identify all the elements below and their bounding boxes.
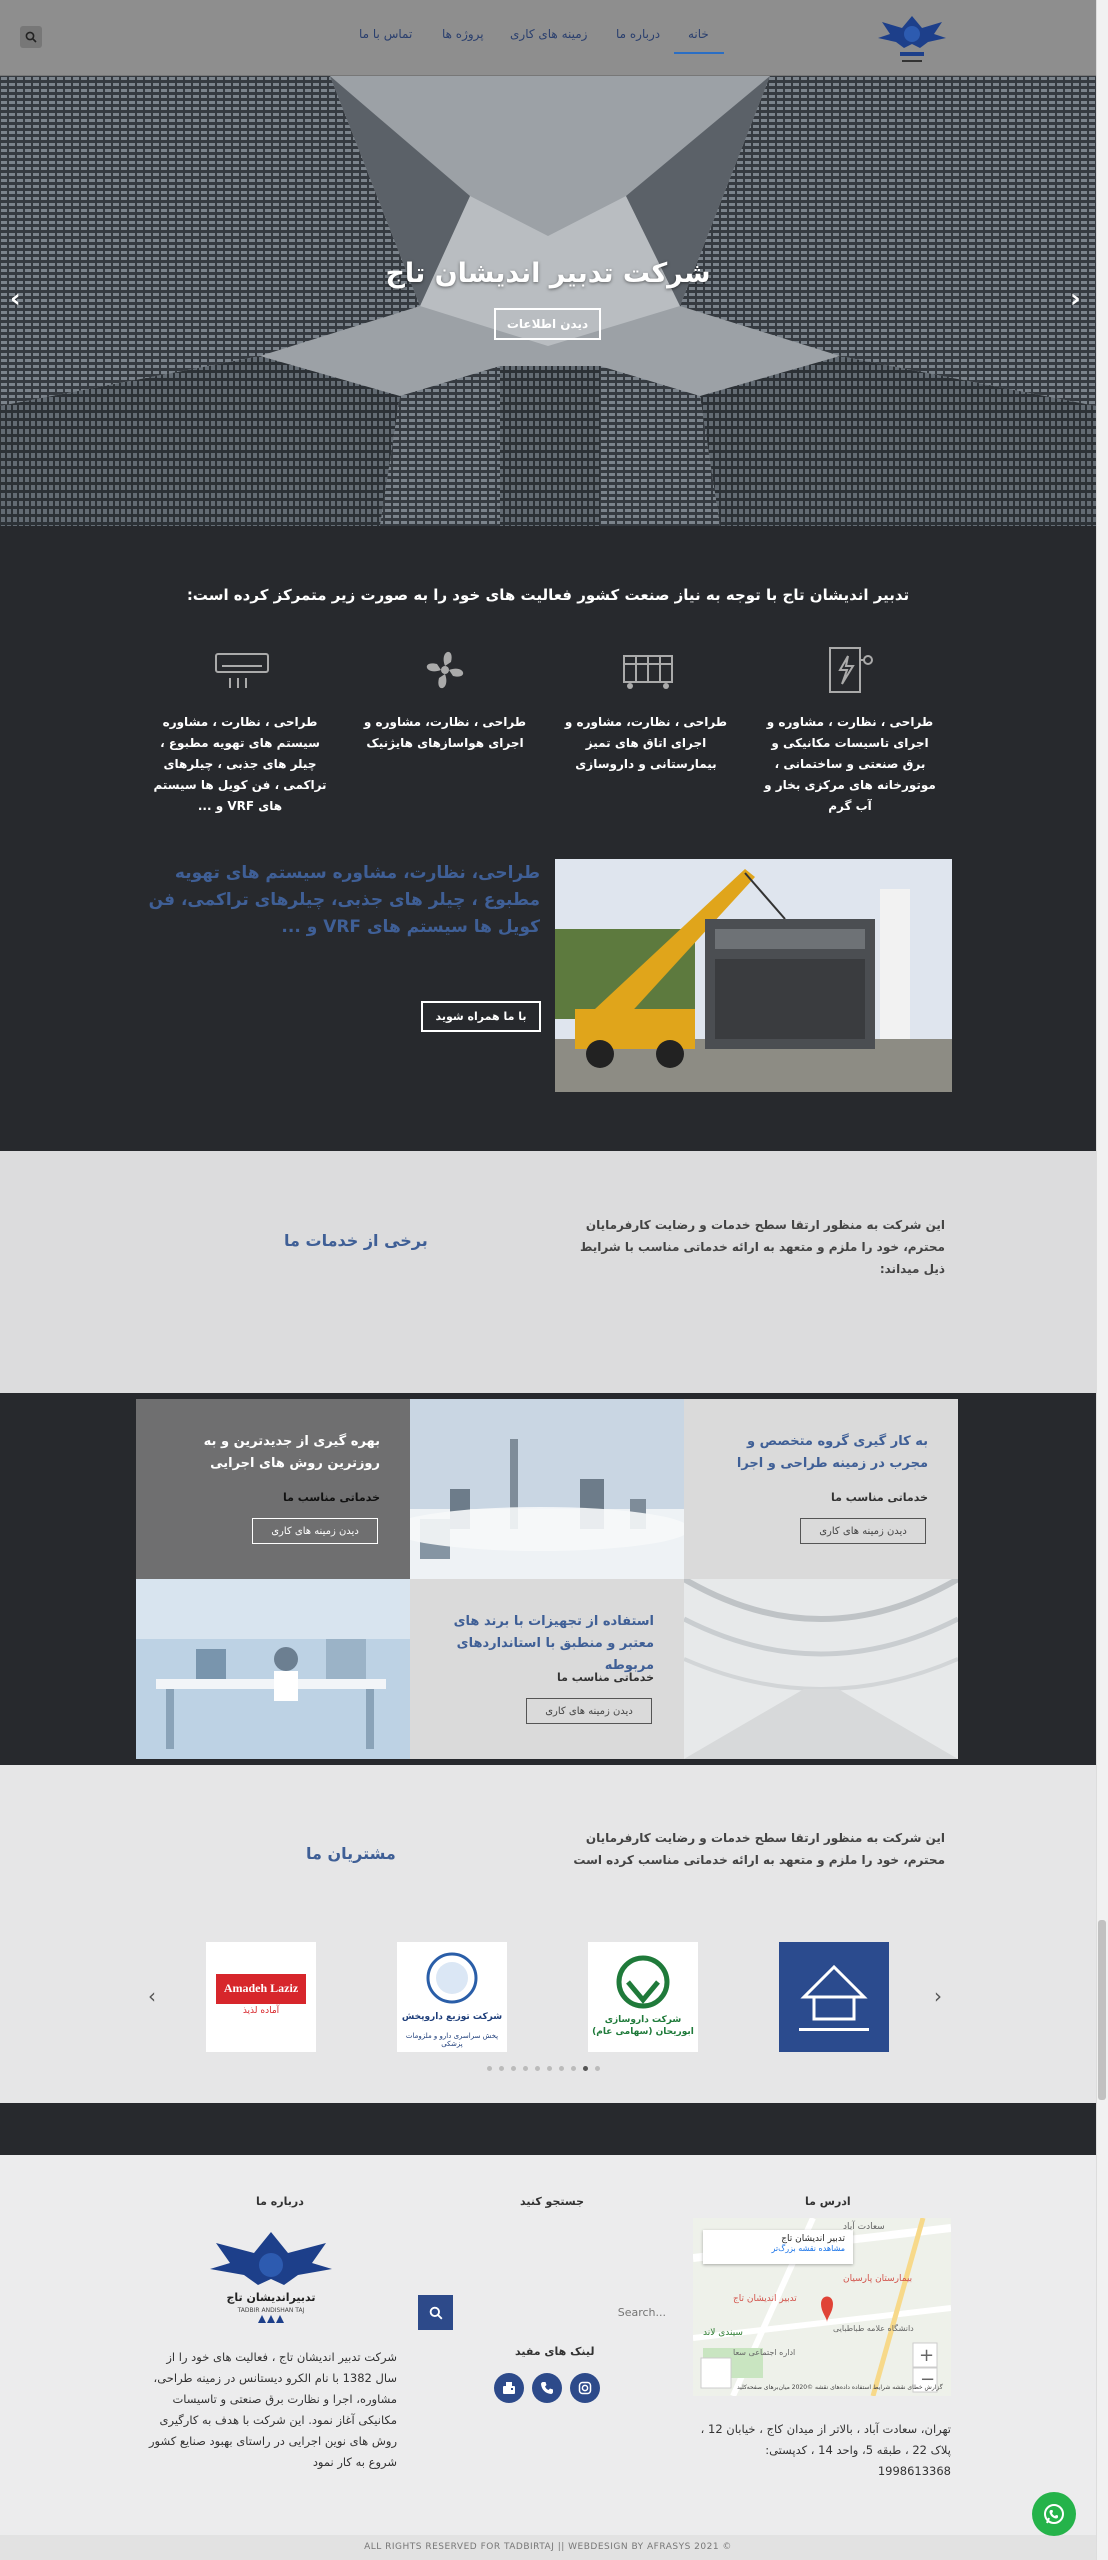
- map-place-name: تدبیر اندیشان تاج: [781, 2234, 845, 2244]
- nav-projects[interactable]: پروژه ها: [442, 27, 484, 41]
- feature-card-methods: [136, 1399, 410, 1579]
- client-logo-amadeh-laziz[interactable]: [206, 1942, 316, 2052]
- header-search-button[interactable]: [20, 26, 42, 48]
- services-heading: تدبیر اندیشان تاج با توجه به نیاز صنعت کشور فعالیت های خود را به صورت زیر متمرکز کرده است:: [186, 586, 910, 604]
- card-fields-button[interactable]: دیدن زمینه های کاری: [252, 1518, 378, 1544]
- carousel-dot[interactable]: [523, 2066, 528, 2071]
- carousel-dot[interactable]: [583, 2066, 588, 2071]
- hero-info-button[interactable]: دیدن اطلاعات: [494, 308, 601, 340]
- clients-text: این شرکت به منظور ارتقا سطح خدمات و رضایت کارفرمایان محترم، خود را ملزم و متعهد به ارائه خدماتی مناسب کرده است: [573, 1831, 945, 1867]
- join-us-button[interactable]: با ما همراه شوید: [421, 1001, 541, 1032]
- svg-text:+: +: [919, 2345, 935, 2366]
- google-map[interactable]: [693, 2218, 951, 2396]
- scrollbar-thumb[interactable]: [1098, 1920, 1106, 2100]
- client-name: Amadeh Laziz: [216, 1974, 306, 2004]
- copyright: ALL RIGHTS RESERVED FOR TADBIRTAJ || WEBDESIGN BY AFRASYS 2021 ©: [0, 2535, 1096, 2560]
- service-text-electrical: طراحی ، نظارت ، مشاوره و اجرای تاسیسات مکانیکی و برق صنعتی و ساختمانی ، موتورخانه های مرکزی بخار و آب گرم: [764, 715, 936, 813]
- carousel-dot[interactable]: [571, 2066, 576, 2071]
- carousel-dot[interactable]: [511, 2066, 516, 2071]
- address-title: ادرس ما: [805, 2195, 851, 2208]
- service-text-cleanroom: طراحی ، نظارت، مشاوره و اجرای اتاق های تمیز بیمارستانی و داروسازی: [564, 715, 728, 771]
- nav-about[interactable]: درباره ما: [616, 27, 661, 41]
- client-subtitle: آماده لذیذ: [242, 2006, 280, 2016]
- fax-link[interactable]: [494, 2373, 524, 2403]
- feature-card-team: [684, 1399, 958, 1579]
- feature-card-equipment: [410, 1579, 684, 1759]
- card-title: بهره گیری از جدیدترین و به روزترین روش های اجرایی: [203, 1434, 380, 1471]
- search-icon: [429, 2306, 443, 2320]
- crane-photo: [555, 859, 952, 1092]
- client-name: شرکت داروسازی ابوریحان (سهامی عام): [592, 2015, 694, 2037]
- divider-band: [0, 2103, 1096, 2155]
- map-info-card: [703, 2230, 853, 2264]
- map-label-university: دانشگاه علامه طباطبایی: [833, 2324, 914, 2333]
- about-title: درباره ما: [256, 2195, 304, 2208]
- city-fog-photo: [410, 1399, 684, 1579]
- map-enlarge-link[interactable]: مشاهده نقشه بزرگ‌تر: [771, 2244, 845, 2253]
- card-fields-button[interactable]: دیدن زمینه های کاری: [800, 1518, 926, 1544]
- whatsapp-icon: [1042, 2502, 1066, 2526]
- hero-title: شرکت تدبیر اندیشان تاج: [385, 258, 711, 289]
- features-grid: [0, 1393, 1096, 1765]
- hospital-equipment-icon: [618, 640, 678, 700]
- chevron-left-icon[interactable]: ‹: [10, 284, 21, 314]
- card-fields-button[interactable]: دیدن زمینه های کاری: [526, 1698, 652, 1724]
- services-title: برخی از خدمات ما: [284, 1231, 428, 1250]
- nav-fields[interactable]: زمینه های کاری: [510, 27, 588, 41]
- fan-icon: [415, 640, 475, 700]
- feature-title: طراحی، نظارت، مشاوره سیستم های تهویه مطبوع ، چیلر های جذبی، چیلرهای تراکمی، فن کویل ها سیستم های VRF و ...: [148, 863, 540, 937]
- services-section: [0, 526, 1096, 1151]
- map-label-hospital: بیمارستان پارسیان: [843, 2274, 913, 2284]
- clients-section: [0, 1765, 1096, 2103]
- carousel-dot[interactable]: [559, 2066, 564, 2071]
- whatsapp-button[interactable]: [1032, 2492, 1076, 2536]
- electric-panel-icon: [820, 640, 880, 700]
- fax-icon: [502, 2381, 516, 2395]
- hero-slider: [0, 76, 1096, 526]
- nav-active-indicator: [674, 52, 724, 54]
- card-subtitle: خدماتی مناسب ما: [283, 1491, 380, 1504]
- site-logo[interactable]: [872, 8, 952, 70]
- map-footer-text: گزارش خطای نقشه شرایط استفاده داده‌های نقشه ©2020 میان‌برهای صفحه‌کلید: [737, 2384, 943, 2391]
- chevron-right-icon[interactable]: ›: [1070, 284, 1081, 314]
- about-logo-subtext: TADBIR ANDISHAN TAJ: [237, 2307, 305, 2314]
- phone-icon: [540, 2381, 554, 2395]
- site-footer: [0, 2155, 1096, 2535]
- chevron-left-icon[interactable]: ‹: [148, 1984, 156, 2008]
- instagram-icon: [578, 2381, 592, 2395]
- phone-link[interactable]: [532, 2373, 562, 2403]
- hero-buildings-image: [0, 76, 1096, 526]
- laboratory-photo: [136, 1579, 410, 1759]
- footer-address: تهران، سعادت آباد ، بالاتر از میدان کاج ، خیابان 12 ، پلاک 22 ، طبقه 5، واحد 14 ، کدپستی: 1998613368: [700, 2422, 951, 2478]
- client-subtitle: پخش سراسری دارو و ملزومات پزشکی: [405, 2032, 499, 2048]
- carousel-dot[interactable]: [595, 2066, 600, 2071]
- carousel-dot[interactable]: [535, 2066, 540, 2071]
- client-logo-darupakhsh[interactable]: [397, 1942, 507, 2052]
- client-name: شرکت توزیع داروپخش: [401, 2012, 503, 2022]
- carousel-dot[interactable]: [499, 2066, 504, 2071]
- footer-search-input[interactable]: [460, 2295, 670, 2330]
- search-title: جستجو کنید: [520, 2195, 584, 2208]
- client-logo-aburaihan[interactable]: [588, 1942, 698, 2052]
- page-scrollbar[interactable]: [1096, 0, 1108, 2560]
- card-title: استفاده از تجهیزات با برند های معتبر و منطبق با استانداردهای مربوطه: [453, 1614, 654, 1673]
- about-text: شرکت تدبیر اندیشان تاج ، فعالیت های خود را از سال 1382 با نام الکرو دیستانس در زمینه طراحی، مشاوره، اجرا و نظارت برق صنعتی و تاسیسات مکانیکی آغاز نمود. این شرکت با هدف به کارگیری روش های نوین اجرایی در راستای بهبود صنایع کشور شروع به کار نمود: [148, 2350, 397, 2469]
- white-architecture-photo: [684, 1579, 958, 1759]
- card-title: به کار گیری گروه متخصص و مجرب در زمینه طراحی و اجرا: [736, 1434, 928, 1471]
- card-subtitle: خدماتی مناسب ما: [557, 1671, 654, 1684]
- nav-contact[interactable]: تماس با ما: [359, 27, 413, 41]
- nav-home[interactable]: خانه: [688, 27, 709, 41]
- eagle-logo-icon: [872, 8, 952, 70]
- useful-links-title: لینک های مفید: [515, 2345, 595, 2358]
- intro-text: این شرکت به منظور ارتقا سطح خدمات و رضایت کارفرمایان محترم، خود را ملزم و متعهد به ارائه خدماتی مناسب با شرایط ذیل میداند:: [579, 1218, 945, 1276]
- carousel-dot[interactable]: [487, 2066, 492, 2071]
- footer-search-button[interactable]: [418, 2295, 453, 2330]
- map-label-park: سیندی لاند: [703, 2328, 743, 2338]
- chevron-right-icon[interactable]: ›: [934, 1984, 942, 2008]
- card-subtitle: خدماتی مناسب ما: [831, 1491, 928, 1504]
- search-icon: [25, 31, 37, 43]
- map-label-saadat-abad: سعادت آباد: [843, 2222, 885, 2232]
- air-conditioner-icon: [212, 640, 272, 700]
- svg-text:−: −: [920, 2369, 936, 2390]
- services-intro-section: [0, 1151, 1096, 1393]
- instagram-link[interactable]: [570, 2373, 600, 2403]
- map-label-office: اداره اجتماعی سعا: [733, 2348, 796, 2357]
- client-logo-1[interactable]: [779, 1942, 889, 2052]
- site-header: [0, 0, 1096, 76]
- service-text-hvac: طراحی ، نظارت ، مشاوره سیستم های تهویه مطبوع ، چیلر های جذبی ، چیلرهای تراکمی ، فن کویل ها سیستم های VRF و ...: [153, 715, 327, 813]
- map-pin-label: تدبیر اندیشان تاج: [733, 2294, 797, 2304]
- clients-title: مشتریان ما: [306, 1844, 396, 1863]
- carousel-dot[interactable]: [547, 2066, 552, 2071]
- service-text-air-handler: طراحی ، نظارت، مشاوره و اجرای هواسازهای هایژنیک: [363, 715, 527, 750]
- about-logo-text: تدبیراندیشان تاج: [226, 2291, 316, 2304]
